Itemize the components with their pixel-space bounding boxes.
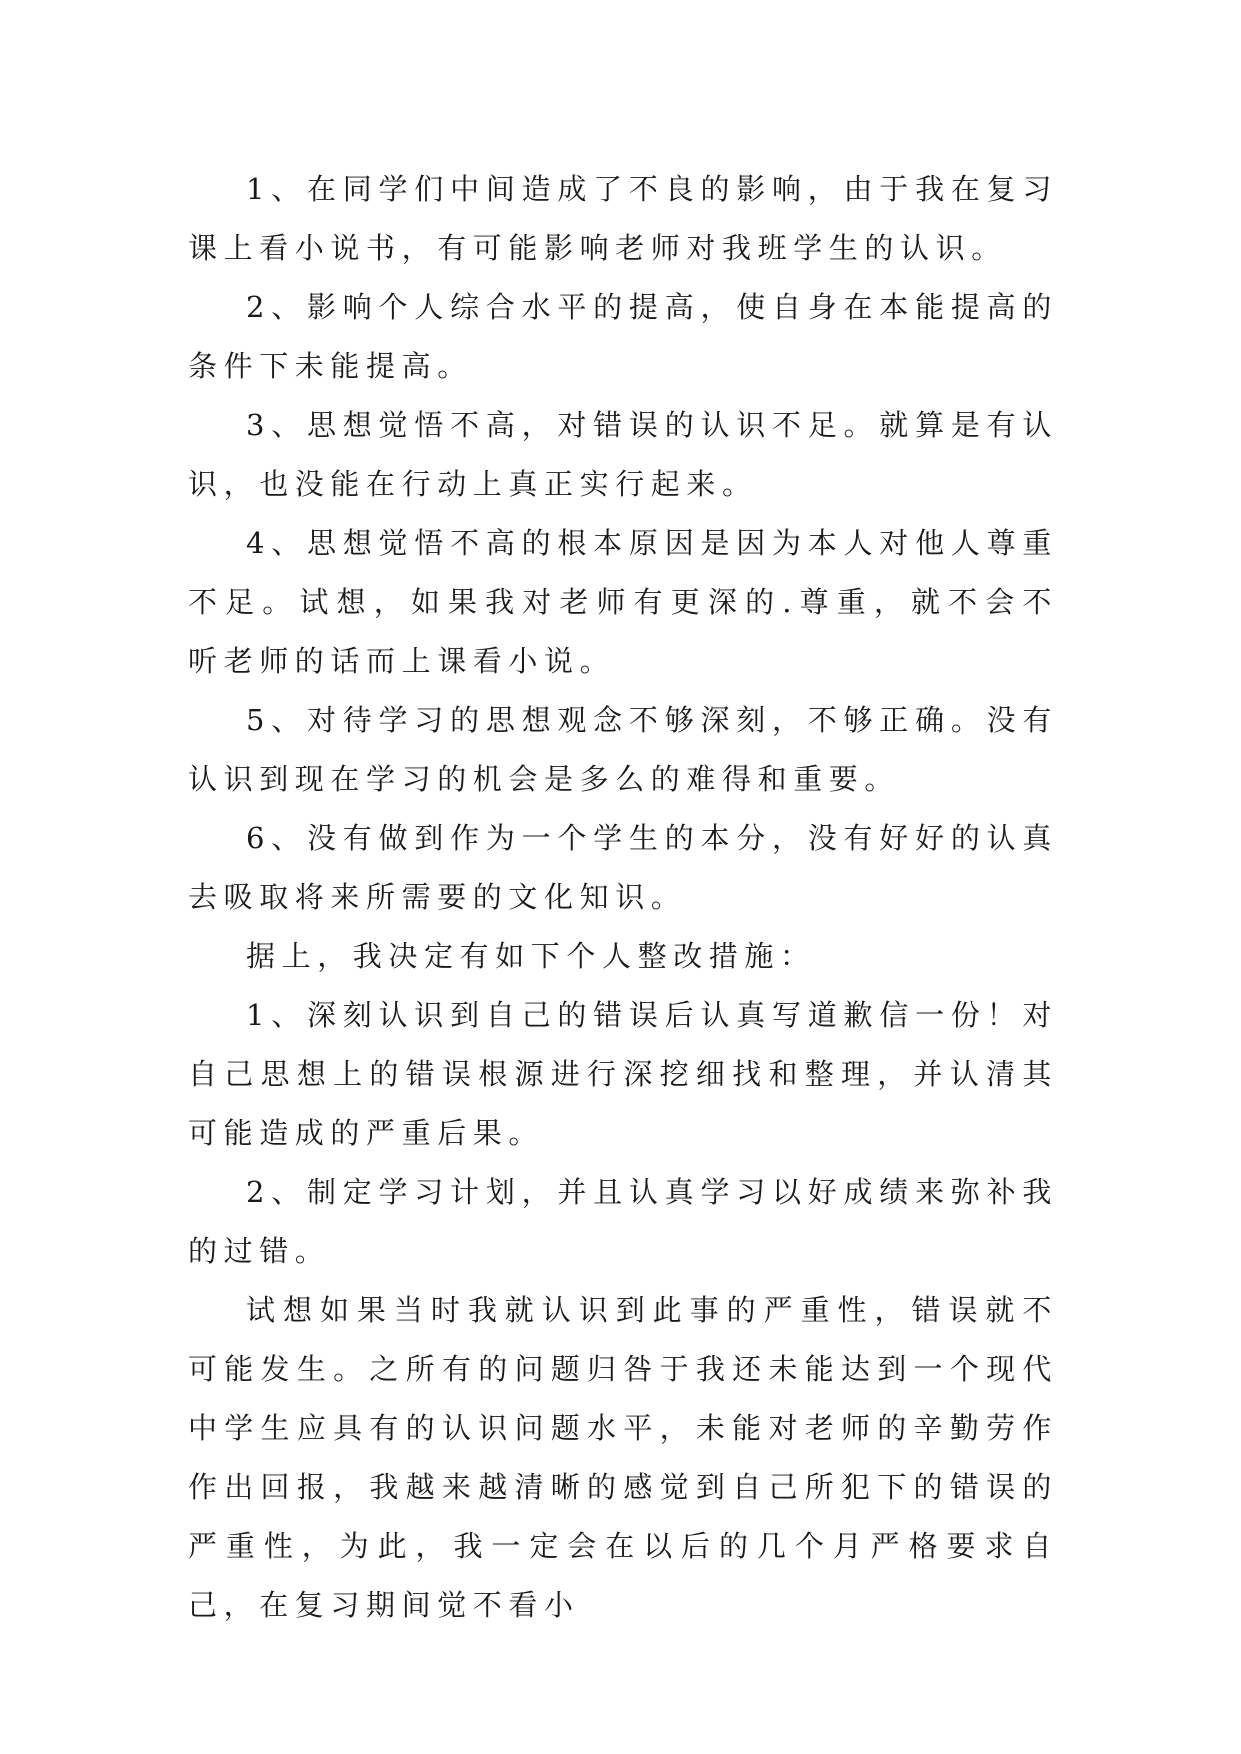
- paragraph-measure-1: 1、深刻认识到自己的错误后认真写道歉信一份！对自己思想上的错误根源进行深挖细找和整理，并认清其可能造成的严重后果。: [188, 998, 1058, 1150]
- paragraph-consequence-2: 2、影响个人综合水平的提高，使自身在本能提高的条件下未能提高。: [188, 290, 1058, 383]
- paragraph-consequence-4: 4、思想觉悟不高的根本原因是因为本人对他人尊重不足。试想，如果我对老师有更深的.尊重，就不会不听老师的话而上课看小说。: [188, 526, 1058, 678]
- paragraph-measure-2: 2、制定学习计划，并且认真学习以好成绩来弥补我的过错。: [188, 1175, 1058, 1268]
- paragraph-measures-intro: 据上，我决定有如下个人整改措施：: [246, 939, 816, 973]
- paragraph-consequence-6: 6、没有做到作为一个学生的本分，没有好好的认真去吸取将来所需要的文化知识。: [188, 821, 1058, 914]
- paragraph-consequence-5: 5、对待学习的思想观念不够深刻，不够正确。没有认识到现在学习的机会是多么的难得和重要。: [188, 703, 1058, 796]
- document-body: [188, 160, 1058, 1635]
- paragraph-consequence-1: 1、在同学们中间造成了不良的影响，由于我在复习课上看小说书，有可能影响老师对我班学生的认识。: [188, 172, 1058, 265]
- paragraph-conclusion: 试想如果当时我就认识到此事的严重性，错误就不可能发生。之所有的问题归咎于我还未能达到一个现代中学生应具有的认识问题水平，未能对老师的辛勤劳作作出回报，我越来越清晰的感觉到自己所犯下的错误的严重性，为此，我一定会在以后的几个月严格要求自己，在复习期间觉不看小: [188, 1293, 1058, 1622]
- paragraph-consequence-3: 3、思想觉悟不高，对错误的认识不足。就算是有认识，也没能在行动上真正实行起来。: [188, 408, 1058, 501]
